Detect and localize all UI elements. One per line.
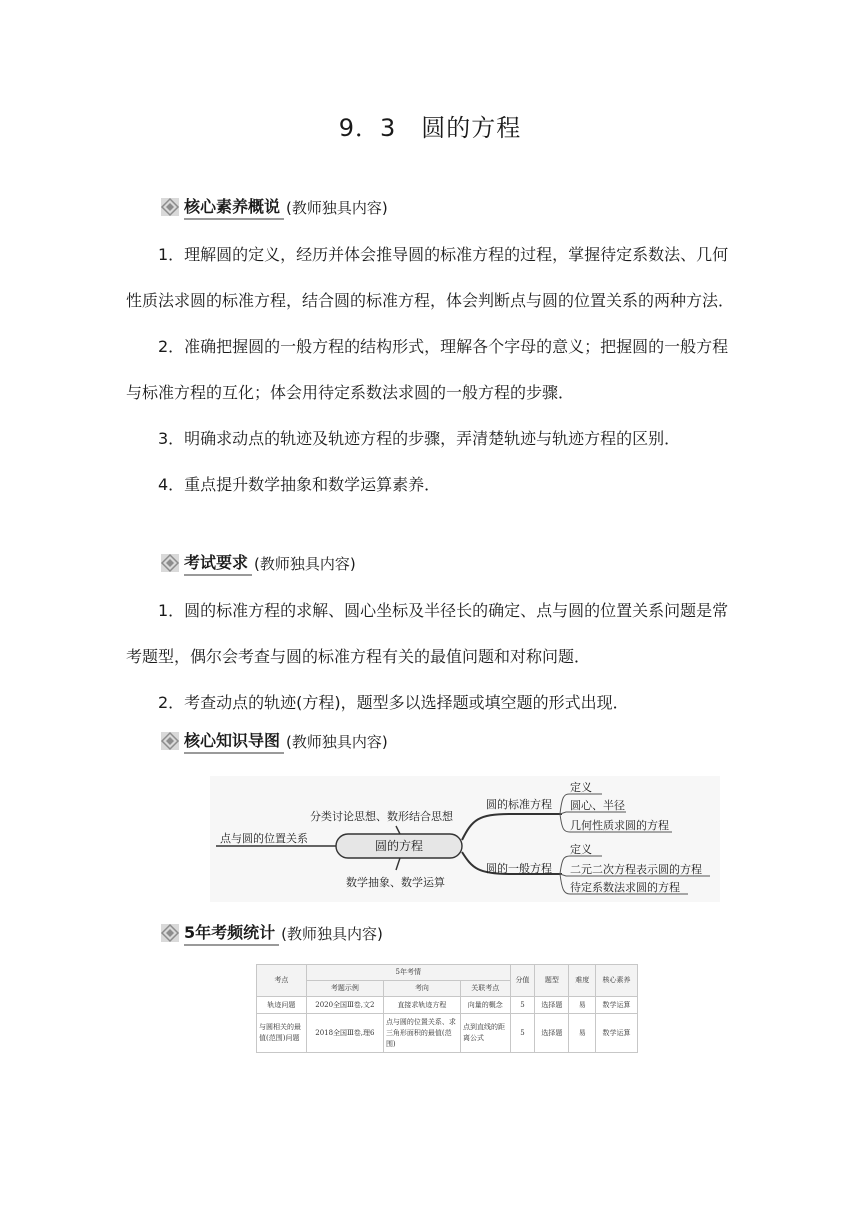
exam-requirements-body	[126, 588, 738, 726]
table-cell: 与圆相关的最值(范围)问题	[257, 1014, 307, 1053]
exam-frequency-table	[256, 964, 638, 1053]
section-label: 核心知识导图	[184, 728, 284, 754]
table-cell: 向量的概念	[460, 997, 510, 1014]
paragraph: 1．圆的标准方程的求解、圆心坐标及半径长的确定、点与圆的位置关系问题是常考题型，偶尔会考查与圆的标准方程有关的最值问题和对称问题．	[126, 601, 729, 666]
section-exam-requirements	[160, 550, 356, 576]
table-header-cell: 5年考情	[306, 965, 510, 981]
mm-std-label: 圆的标准方程	[486, 798, 552, 811]
mm-top-label: 分类讨论思想、数形结合思想	[310, 810, 453, 823]
table-header-cell: 考题示例	[306, 981, 383, 997]
section-label: 考试要求	[184, 550, 252, 576]
section-note: (教师独具内容)	[286, 732, 388, 751]
table-cell: 选择题	[535, 997, 569, 1014]
diamond-stack-icon	[160, 731, 180, 751]
section-five-year-stats	[160, 920, 383, 946]
paragraph: 2．考查动点的轨迹(方程)，题型多以选择题或填空题的形式出现．	[158, 693, 629, 712]
paragraph: 3．明确求动点的轨迹及轨迹方程的步骤，弄清楚轨迹与轨迹方程的区别．	[158, 429, 681, 448]
table-cell: 点与圆的位置关系、求三角形面积的最值(范围)	[383, 1014, 460, 1053]
diamond-stack-icon	[160, 553, 180, 573]
mm-gen-item: 二元二次方程表示圆的方程	[570, 863, 702, 876]
table-header-cell: 分值	[510, 965, 535, 997]
table-cell: 2020全国Ⅲ卷,文2	[306, 997, 383, 1014]
table-row	[257, 1014, 638, 1053]
section-core-literacy	[160, 194, 388, 220]
diamond-stack-icon	[160, 197, 180, 217]
paragraph: 4．重点提升数学抽象和数学运算素养．	[158, 475, 441, 494]
table-cell: 易	[569, 997, 596, 1014]
diamond-stack-icon	[160, 923, 180, 943]
table-cell: 数学运算	[595, 1014, 637, 1053]
table-cell: 5	[510, 1014, 535, 1053]
table-cell: 轨迹问题	[257, 997, 307, 1014]
table-cell: 5	[510, 997, 535, 1014]
table-header-cell: 考向	[383, 981, 460, 997]
table-header-cell: 关联考点	[460, 981, 510, 997]
section-label: 5年考频统计	[184, 920, 279, 946]
mm-std-item: 几何性质求圆的方程	[570, 819, 669, 832]
paragraph: 1．理解圆的定义，经历并体会推导圆的标准方程的过程，掌握待定系数法、几何性质法求圆的标准方程，结合圆的标准方程，体会判断点与圆的位置关系的两种方法．	[126, 245, 735, 310]
table-cell: 2018全国Ⅲ卷,理6	[306, 1014, 383, 1053]
mm-gen-label: 圆的一般方程	[486, 862, 552, 875]
mm-std-item: 圆心、半径	[570, 799, 625, 812]
mm-gen-item: 待定系数法求圆的方程	[570, 881, 680, 894]
table-row	[257, 997, 638, 1014]
table-header-cell: 题型	[535, 965, 569, 997]
page-title: 9．3 圆的方程	[338, 114, 522, 142]
mm-std-item: 定义	[570, 781, 592, 794]
section-note: (教师独具内容)	[254, 554, 356, 573]
section-note: (教师独具内容)	[281, 924, 383, 943]
section-label: 核心素养概说	[184, 194, 284, 220]
paragraph: 2．准确把握圆的一般方程的结构形式，理解各个字母的意义；把握圆的一般方程与标准方程的互化；体会用待定系数法求圆的一般方程的步骤．	[126, 337, 729, 402]
table-cell: 易	[569, 1014, 596, 1053]
table-header-cell: 考点	[257, 965, 307, 997]
table-header-cell: 难度	[569, 965, 596, 997]
table-cell: 点到直线的距离公式	[460, 1014, 510, 1053]
mm-gen-item: 定义	[570, 843, 592, 856]
knowledge-mind-map	[210, 776, 720, 902]
core-literacy-body	[126, 232, 738, 508]
table-header-cell: 核心素养	[595, 965, 637, 997]
mm-left-label: 点与圆的位置关系	[220, 832, 308, 845]
table-cell: 选择题	[535, 1014, 569, 1053]
table-header-row	[257, 965, 638, 981]
mm-center-label: 圆的方程	[374, 839, 424, 853]
table-cell: 直接求轨迹方程	[383, 997, 460, 1014]
table-cell: 数学运算	[595, 997, 637, 1014]
section-note: (教师独具内容)	[286, 198, 388, 217]
mm-bottom-label: 数学抽象、数学运算	[346, 876, 445, 889]
section-knowledge-map	[160, 728, 388, 754]
